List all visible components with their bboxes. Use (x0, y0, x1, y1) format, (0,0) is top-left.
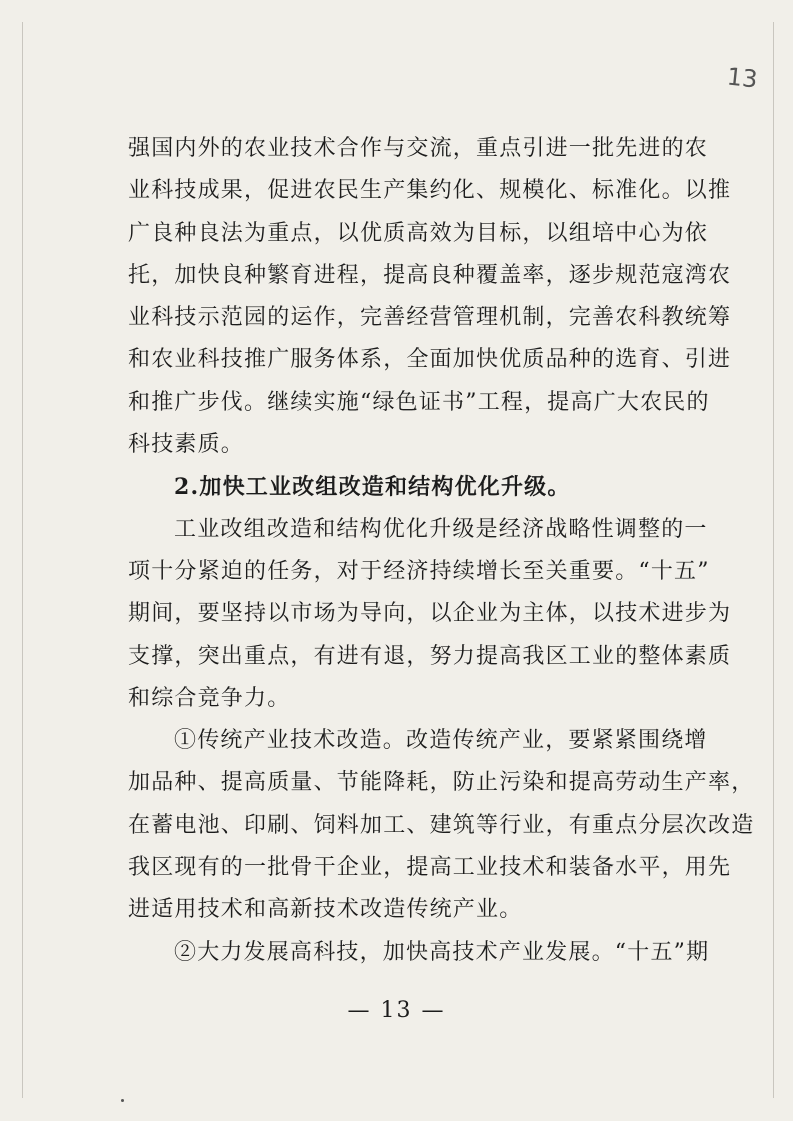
text-line: 广良种良法为重点，以优质高效为目标，以组培中心为依 (128, 220, 709, 246)
scan-speck (121, 1099, 124, 1102)
text-line: 支撑，突出重点，有进有退，努力提高我区工业的整体素质 (128, 643, 732, 669)
body-text (128, 128, 755, 974)
text-line: 工业改组改造和结构优化升级是经济战略性调整的一 (174, 516, 708, 542)
text-line: 业科技成果，促进农民生产集约化、规模化、标准化。以推 (128, 178, 732, 204)
page-number: — 13 — (347, 998, 446, 1023)
text-line: 强国内外的农业技术合作与交流，重点引进一批先进的农 (128, 136, 709, 161)
section-heading: 2.加快工业改组改造和结构优化升级。 (174, 474, 571, 501)
text-line: 我区现有的一批骨干企业，提高工业技术和装备水平，用先 (128, 855, 732, 881)
text-line: 科技素质。 (128, 432, 245, 458)
text-line: 托，加快良种繁育进程，提高良种覆盖率，逐步规范寇湾农 (128, 262, 732, 288)
text-line: 进适用技术和高新技术改造传统产业。 (128, 897, 523, 923)
text-line: ②大力发展高科技，加快高技术产业发展。“十五”期 (174, 939, 710, 965)
handwritten-page-mark: 13 (725, 62, 759, 94)
text-line: 加品种、提高质量、节能降耗，防止污染和提高劳动生产率， (128, 770, 755, 796)
text-line: 和综合竞争力。 (128, 685, 291, 711)
text-line: ①传统产业技术改造。改造传统产业，要紧紧围绕增 (174, 728, 708, 754)
text-line: 和农业科技推广服务体系，全面加快优质品种的选育、引进 (128, 347, 732, 373)
text-line: 在蓄电池、印刷、饲料加工、建筑等行业，有重点分层次改造 (128, 812, 755, 838)
text-line: 业科技示范园的运作，完善经营管理机制，完善农科教统筹 (128, 305, 732, 331)
text-line: 和推广步伐。继续实施“绿色证书”工程，提高广大农民的 (128, 389, 710, 415)
text-line: 期间，要坚持以市场为导向，以企业为主体，以技术进步为 (128, 601, 732, 627)
text-line: 项十分紧迫的任务，对于经济持续增长至关重要。“十五” (128, 558, 710, 584)
